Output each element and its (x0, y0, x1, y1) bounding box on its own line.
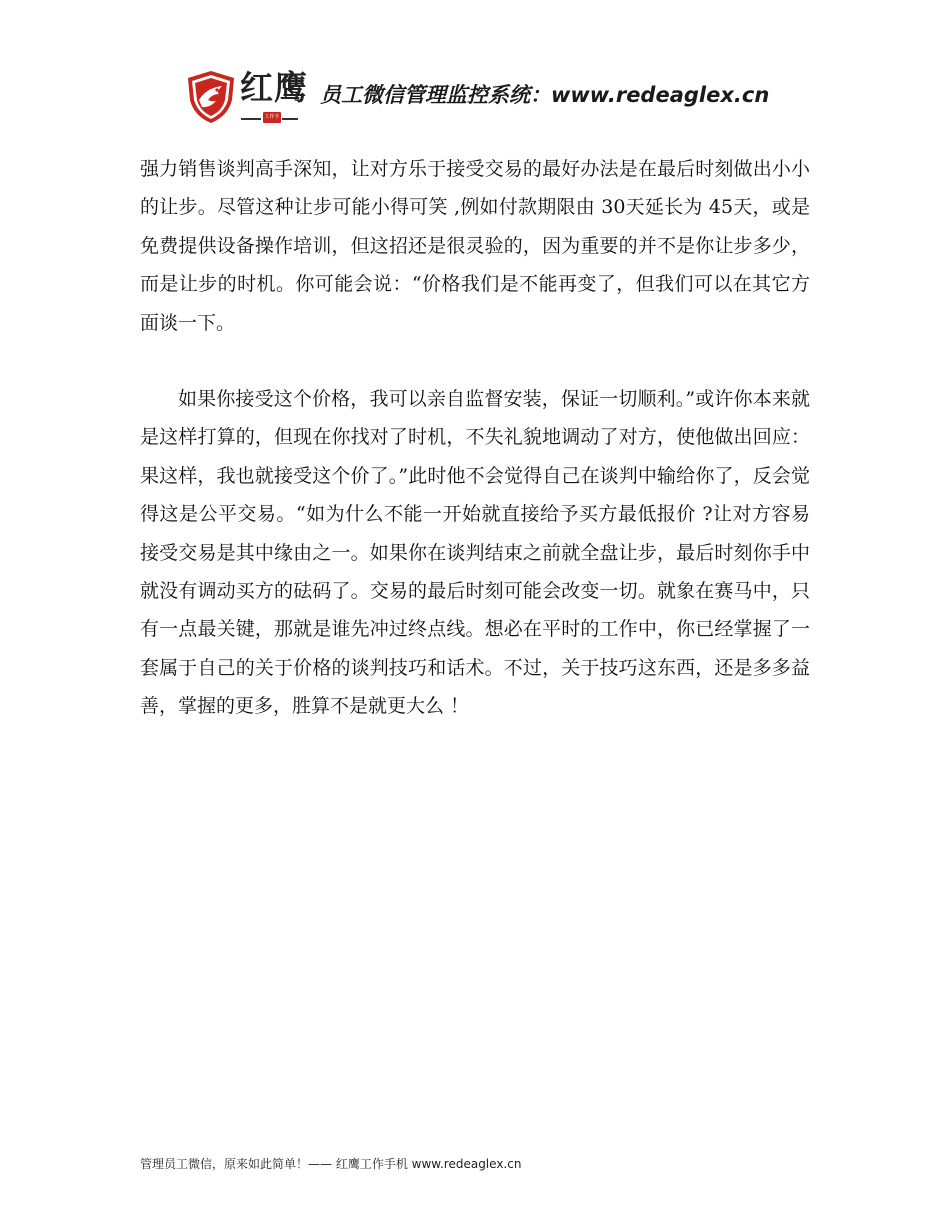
logo-subtext: 工作手机 (264, 114, 280, 131)
paragraph-1: 强力销售谈判高手深知，让对方乐于接受交易的最好办法是在最后时刻做出小小的让步。尽管这种让步可能小得可笑 ,例如付款期限由 30天延长为 45天，或是免费提供设备操作培训，但这招还是很灵验的，因为重要的并不是你让步多少，而是让步的时机。你可能会说：“价格我们是不能再变了，但我们可以在其它方面谈一下。 (140, 158, 810, 334)
logo-rule-left (241, 118, 261, 120)
red-eagle-logo-icon (186, 70, 236, 124)
article-body (140, 150, 810, 726)
page-footer: 管理员工微信，原来如此简单！—— 红鹰工作手机 www.redeaglex.cn (140, 1157, 522, 1171)
paragraph-2: 如果你接受这个价格，我可以亲自监督安装，保证一切顺利。”或许你本来就是这样打算的，但现在你找对了时机，不失礼貌地调动了对方，使他做出回应：果这样，我也就接受这个价了。”此时他不会觉得自己在谈判中输给你了，反会觉得这是公平交易。“如为什么不能一开始就直接给予买方最低报价 ?让对方容易接受交易是其中缘由之一。如果你在谈判结束之前就全盘让步，最后时刻你手中就没有调动买方的砝码了。交易的最后时刻可能会改变一切。就象在赛马中，只有一点最关键，那就是谁先冲过终点线。想必在平时的工作中，你已经掌握了一套属于自己的关于价格的谈判技巧和话术。不过，关于技巧这东西，还是多多益善，掌握的更多，胜算不是就更大么 ！ (140, 388, 810, 718)
logo-rule-right (282, 118, 298, 120)
header-tagline: 员工微信管理监控系统：www.redeaglex.cn (320, 83, 770, 107)
logo-text: 红鹰 (240, 68, 308, 107)
page-header (0, 66, 950, 131)
